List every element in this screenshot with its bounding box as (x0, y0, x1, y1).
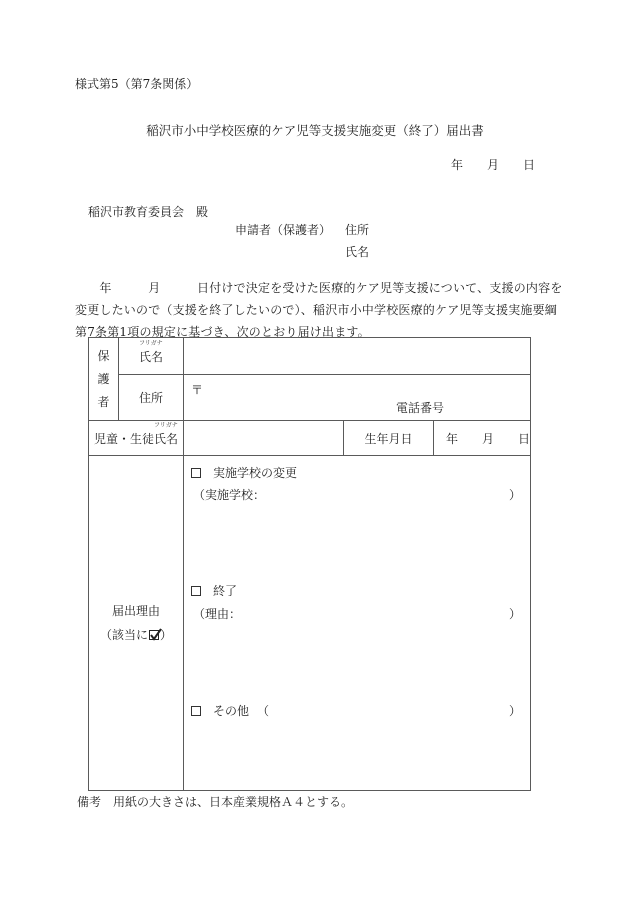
checked-checkbox-icon (149, 630, 159, 640)
option-other: その他 （ ） (191, 702, 521, 719)
option-terminate-detail: （理由： ） (193, 607, 522, 621)
student-name-label: 氏名 (154, 431, 179, 446)
note: 備考 用紙の大きさは、日本産業規格Ａ４とする。 (77, 795, 354, 809)
document-title: 稲沢市小中学校医療的ケア児等支援実施変更（終了）届出書 (146, 123, 484, 138)
student-name-label-prefix: 児童・生徒 (93, 431, 154, 446)
reason-label-cell (89, 456, 184, 791)
applicant-name-label: 氏名 (345, 245, 370, 259)
guardian-header-cell (89, 338, 119, 421)
applicant-label: 申請者（保護者） (235, 223, 332, 237)
option-change-school-detail: （実施学校： ） (193, 488, 522, 502)
checkbox-icon (191, 706, 201, 716)
furigana-ruby: フリガナ (154, 421, 178, 429)
checkbox-icon (191, 586, 201, 596)
body-paragraph (75, 277, 563, 343)
body-line: 年 月 日付けで決定を受けた医療的ケア児等支援について、支援の内容を (75, 281, 563, 295)
checkbox-icon (191, 468, 201, 478)
reason-label: 届出理由 (111, 604, 160, 618)
option-change-school: 実施学校の変更 (191, 464, 297, 481)
student-name-label-cell (89, 421, 184, 456)
form-number: 様式第5（第7条関係） (75, 77, 199, 91)
guardian-address-label-cell (119, 375, 184, 421)
birthdate-value: 年 月 日 (434, 421, 531, 456)
furigana-ruby: フリガナ (138, 339, 163, 347)
phone-label: 電話番号 (396, 401, 445, 415)
body-line: 変更したいので（支援を終了したいので）、稲沢市小中学校医療的ケア児等支援実施要綱 (75, 303, 558, 317)
guardian-name-field (184, 338, 531, 375)
date-line: 年 月 日 (450, 158, 535, 172)
guardian-address-field (184, 375, 531, 421)
birthdate-label: 生年月日 (344, 421, 434, 456)
guardian-label: 保護者 (97, 348, 110, 409)
guardian-address-label: 住所 (138, 391, 163, 405)
addressee: 稲沢市教育委員会 殿 (88, 205, 209, 219)
form-table (88, 337, 531, 791)
applicant-address-label: 住所 (345, 223, 370, 237)
body-line: 第7条第1項の規定に基づき、次のとおり届け出ます。 (75, 325, 370, 339)
reason-sublabel: （該当に ） (99, 628, 173, 642)
reason-options-cell (184, 456, 531, 791)
guardian-name-label-cell (119, 338, 184, 375)
postal-mark: 〒 (191, 383, 204, 397)
option-terminate: 終了 (191, 582, 237, 599)
guardian-name-label: 氏名 (138, 349, 163, 364)
student-name-field (184, 421, 344, 456)
